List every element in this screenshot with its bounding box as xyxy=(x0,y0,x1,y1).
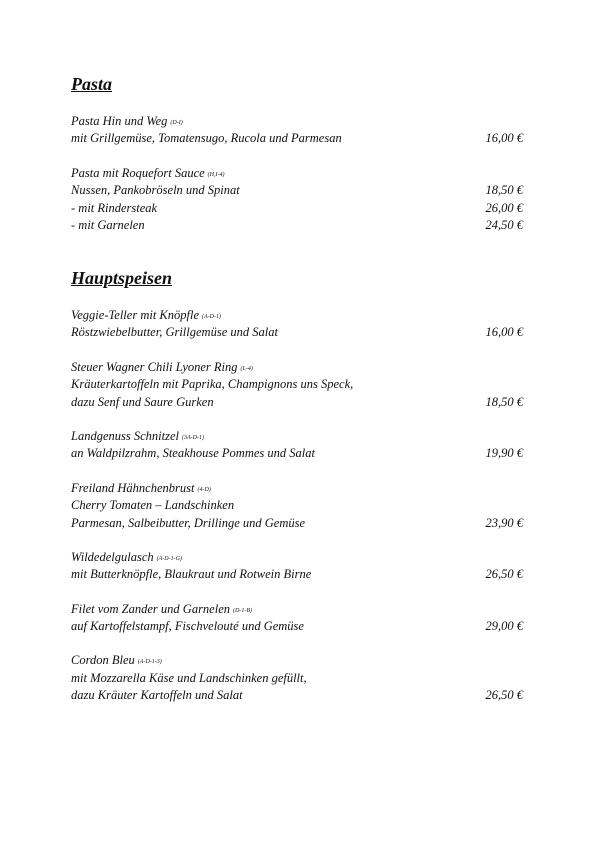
dish-price: 16,00 € xyxy=(485,325,523,340)
allergen-codes: (H,I-4) xyxy=(207,171,225,178)
dish-description: an Waldpilzrahm, Steakhouse Pommes und Salat xyxy=(71,446,315,461)
section-title-pasta: Pasta xyxy=(71,74,113,94)
dish-price: 16,00 € xyxy=(485,131,523,146)
allergen-codes: (3A-D-1) xyxy=(181,434,204,441)
dish-name-line xyxy=(71,549,531,566)
dish-name-line xyxy=(71,113,531,130)
menu-item xyxy=(71,113,531,148)
allergen-codes: (A-D-1-3) xyxy=(137,659,162,666)
dish-description-line xyxy=(71,182,531,199)
dish-name: Freiland Hähnchenbrust xyxy=(71,480,195,495)
dish-name-line xyxy=(71,480,531,497)
dish-description: Cherry Tomaten – Landschinken xyxy=(71,498,235,513)
dish-description: Röstzwiebelbutter, Grillgemüse und Salat xyxy=(71,325,278,340)
section-title-hauptspeisen: Hauptspeisen xyxy=(71,268,173,288)
menu-item xyxy=(71,307,531,342)
hauptspeisen-section xyxy=(71,268,531,705)
dish-option-line xyxy=(71,200,531,217)
dish-name-line xyxy=(71,601,531,618)
dish-description-line xyxy=(71,566,531,583)
menu-item xyxy=(71,428,531,463)
allergen-codes: (A-D-1) xyxy=(202,314,221,320)
dish-price: 18,50 € xyxy=(485,183,523,198)
dish-name: Pasta Hin und Weg xyxy=(71,114,168,128)
allergen-codes: (D-1-B) xyxy=(233,607,253,614)
dish-description: Kräuterkartoffeln mit Paprika, Champignons uns Speck, xyxy=(71,377,354,392)
allergen-codes: (A-D-1-G) xyxy=(156,555,182,562)
allergen-codes: (4-D) xyxy=(197,486,211,493)
dish-name-line xyxy=(71,652,531,669)
menu-item xyxy=(71,165,531,235)
dish-option: - mit Garnelen xyxy=(71,217,145,232)
dish-description: mit Butterknöpfle, Blaukraut und Rotwein Birne xyxy=(71,567,312,582)
dish-description-line xyxy=(71,670,531,687)
dish-description-line xyxy=(71,445,531,462)
menu-item xyxy=(71,652,531,704)
dish-description-line xyxy=(71,687,531,704)
dish-description-line xyxy=(71,130,531,147)
dish-price: 26,00 € xyxy=(485,200,523,215)
dish-name-line xyxy=(71,165,531,182)
dish-name: Pasta mit Roquefort Sauce xyxy=(71,165,205,180)
dish-price: 23,90 € xyxy=(485,515,523,530)
dish-name: Wildedelgulasch xyxy=(71,549,154,564)
dish-description-line xyxy=(71,394,531,411)
dish-price: 18,50 € xyxy=(485,394,523,409)
dish-price: 19,90 € xyxy=(485,446,523,461)
dish-name: Landgenuss Schnitzel xyxy=(71,428,179,443)
dish-description: dazu Kräuter Kartoffeln und Salat xyxy=(71,688,243,703)
dish-name: Steuer Wagner Chili Lyoner Ring xyxy=(71,359,238,374)
dish-option: - mit Rindersteak xyxy=(71,200,158,215)
allergen-codes: (D-I) xyxy=(170,120,183,126)
dish-description-line xyxy=(71,376,531,393)
dish-description-line xyxy=(71,497,531,514)
menu-item xyxy=(71,549,531,584)
dish-description-line xyxy=(71,324,531,341)
menu-item xyxy=(71,601,531,636)
dish-description: dazu Senf und Saure Gurken xyxy=(71,394,214,409)
dish-description: Parmesan, Salbeibutter, Drillinge und Gemüse xyxy=(71,515,306,530)
menu-item xyxy=(71,359,531,411)
dish-price: 24,50 € xyxy=(485,217,523,232)
dish-description-line xyxy=(71,618,531,635)
dish-name: Filet vom Zander und Garnelen xyxy=(71,601,231,616)
dish-price: 26,50 € xyxy=(485,567,523,582)
menu-item xyxy=(71,480,531,532)
dish-description: mit Grillgemüse, Tomatensugo, Rucola und Parmesan xyxy=(71,131,342,146)
dish-description-line xyxy=(71,515,531,532)
dish-description: auf Kartoffelstampf, Fischvelouté und Gemüse xyxy=(71,619,304,634)
dish-price: 29,00 € xyxy=(485,619,523,634)
dish-name-line xyxy=(71,359,531,376)
dish-name-line xyxy=(71,428,531,445)
dish-description: mit Mozzarella Käse und Landschinken gefüllt, xyxy=(71,670,307,685)
allergen-codes: (L-4) xyxy=(240,365,253,372)
dish-description: Nussen, Pankobröseln und Spinat xyxy=(71,183,240,198)
dish-name: Cordon Bleu xyxy=(71,653,135,668)
dish-name-line xyxy=(71,307,531,324)
dish-option-line xyxy=(71,217,531,234)
dish-name: Veggie-Teller mit Knöpfle xyxy=(71,308,199,322)
pasta-section xyxy=(71,74,531,234)
dish-price: 26,50 € xyxy=(485,688,523,703)
